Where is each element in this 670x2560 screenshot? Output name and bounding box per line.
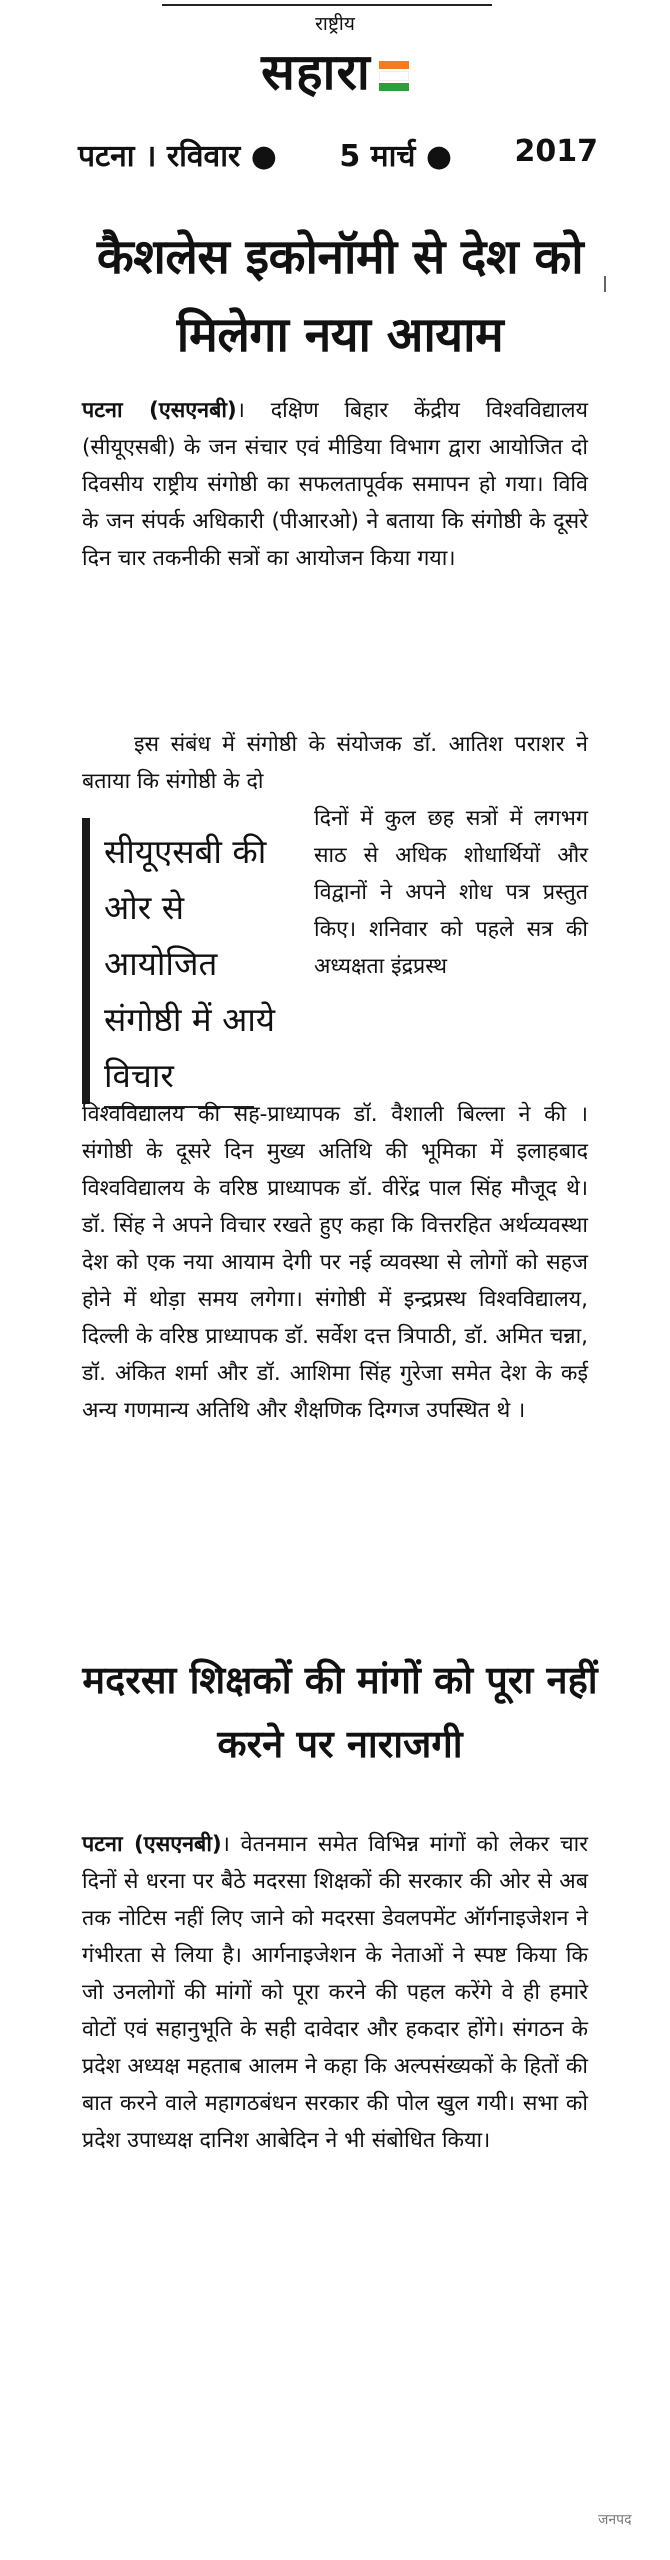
article1-para1-text: । दक्षिण बिहार केंद्रीय विश्वविद्यालय (सीयूएसबी) के जन संचार एवं मीडिया विभाग द्वारा आयोजित दो दिवसीय राष्ट्रीय संगोष्ठी का सफलतापूर्वक समापन हो गया। विवि के जन संपर्क अधिकारी (पीआरओ) ने बताया कि संगोष्ठी के दूसरे दिन चार तकनीकी सत्रों का आयोजन किया गया। bbox=[82, 398, 588, 571]
masthead-top-word: राष्ट्रीय bbox=[315, 13, 355, 35]
article1-para2-rest: विश्वविद्यालय की सह-प्राध्यापक डॉ. वैशाली बिल्ला ने की । संगोष्ठी के दूसरे दिन मुख्य अतिथि की भूमिका में इलाहबाद विश्वविद्यालय के वरिष्ठ प्राध्यापक डॉ. वीरेंद्र पाल सिंह मौजूद थे। डॉ. सिंह ने अपने विचार रखते हुए कहा कि वित्तरहित अर्थव्यवस्था देश को एक नया आयाम देगी पर नई व्यवस्था से लोगों को सहज होने में थोड़ा समय लगेगा। संगोष्ठी में इन्द्रप्रस्थ विश्वविद्यालय, दिल्ली के वरिष्ठ प्राध्यापक डॉ. सर्वेश दत्त त्रिपाठी, डॉ. अमित चन्ना, डॉ. अंकित शर्मा और डॉ. आशिमा सिंह गुरेजा समेत देश के कई अन्य गणमान्य अतिथि और शैक्षणिक दिग्गज उपस्थित थे । bbox=[82, 1102, 588, 1423]
margin-tick bbox=[604, 276, 606, 292]
flag-icon bbox=[379, 59, 409, 93]
pull-quote: सीयूएसबी की ओर से आयोजित संगोष्ठी में आये विचार bbox=[104, 832, 275, 1095]
article1-para2-wrap: दिनों में कुल छह सत्रों में लगभग साठ से अधिक शोधार्थियों और विद्वानों ने अपने शोध पत्र प्रस्तुत किए। शनिवार को पहले सत्र की अध्यक्षता इंद्रप्रस्थ bbox=[314, 806, 588, 979]
article2-headline: मदरसा शिक्षकों की मांगों को पूरा नहीं करने पर नाराजगी bbox=[82, 1658, 598, 1766]
pull-quote-bar bbox=[82, 818, 90, 1104]
dateline-year: 2017 bbox=[514, 134, 598, 169]
dateline-date: 5 मार्च ● bbox=[339, 139, 453, 174]
article2-body-text: । वेतनमान समेत विभिन्न मांगों को लेकर चार दिनों से धरना पर बैठे मदरसा शिक्षकों की सरकार की ओर से अब तक नोटिस नहीं लिए जाने को मदरसा डेवलपमेंट ऑर्गनाइजेशन ने गंभीरता से लिया है। आर्गनाइजेशन के नेताओं ने स्पष्ट किया कि जो उनलोगों की मांगों को पूरा करने की पहल करेंगे वे ही हमारे वोटों एवं सहानुभूति के सही दावेदार और हकदार होंगे। संगठन के प्रदेश अध्यक्ष महताब आलम ने कहा कि अल्पसंख्यकों के हितों की बात करने वाले महागठबंधन सरकार की पोल खुल गयी। सभा को प्रदेश उपाध्यक्ष दानिश आबेदिन ने भी संबोधित किया। bbox=[82, 1832, 589, 2153]
edge-text-fragment: जनपद bbox=[598, 2512, 632, 2528]
logo-text: सहारा bbox=[261, 43, 371, 101]
dateline-city-day: पटना । रविवार ● bbox=[78, 139, 277, 174]
newspaper-logo bbox=[0, 36, 670, 104]
dateline bbox=[78, 134, 598, 175]
article2-body bbox=[82, 1826, 588, 2159]
article1-headline: कैशलेस इकोनॉमी से देश को मिलेगा नया आयाम bbox=[96, 229, 584, 363]
article1-para2-start: इस संबंध में संगोष्ठी के संयोजक डॉ. आतिश पराशर ने बताया कि संगोष्ठी के दो bbox=[82, 732, 588, 794]
masthead-top-rule bbox=[162, 4, 492, 6]
article1-lead: पटना (एसएनबी) bbox=[82, 398, 237, 423]
article1-para1 bbox=[82, 392, 588, 577]
article2-lead: पटना (एसएनबी) bbox=[82, 1832, 222, 1857]
